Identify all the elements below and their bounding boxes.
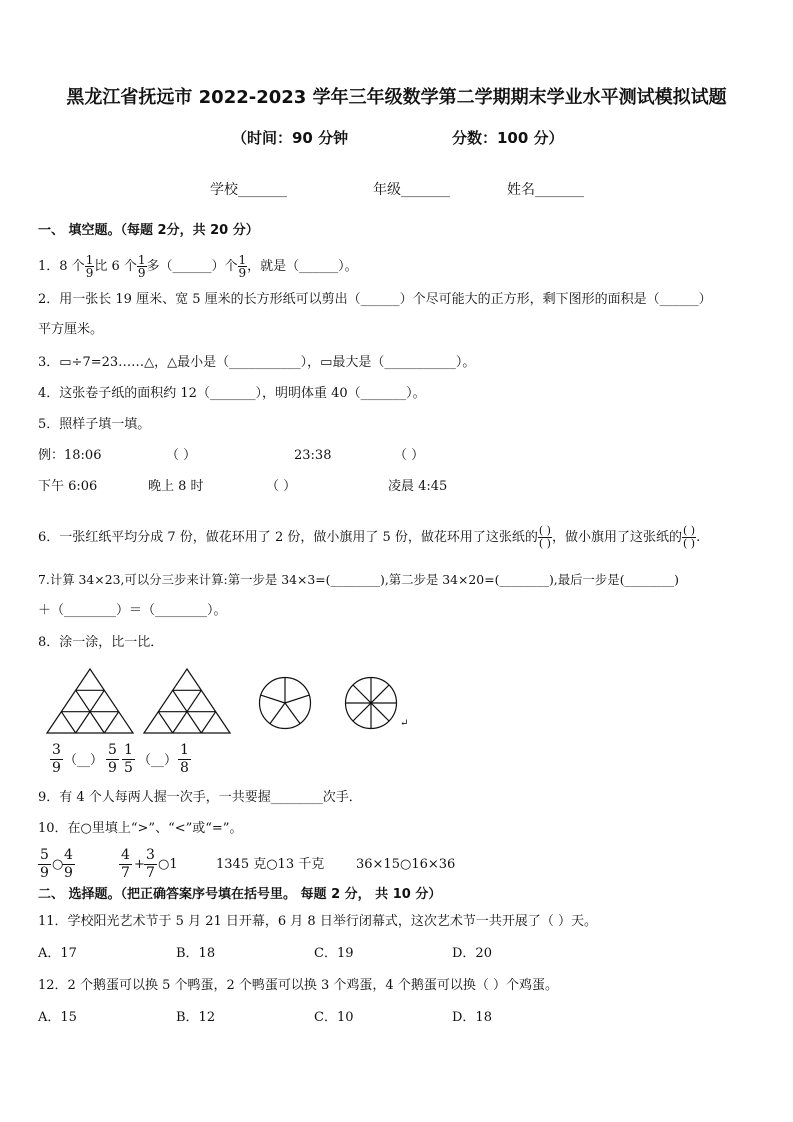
- page-title: 黑龙江省抚远市 2022-2023 学年三年级数学第二学期期末学业水平测试模拟试题: [66, 87, 727, 108]
- triangle-grid-figure-1[interactable]: [46, 668, 134, 734]
- question-4: 4．这张卷子纸的面积约 12（_______），明明体重 40（_______）。: [38, 386, 426, 401]
- q10-fraction-c: 4 7: [121, 847, 130, 881]
- q5-blank-3[interactable]: （ ）: [266, 479, 297, 494]
- q8-fraction-3: 1 5: [124, 742, 133, 776]
- q8-fraction-2: 5 9: [108, 742, 117, 776]
- q11-option-b[interactable]: B．18: [176, 946, 216, 961]
- question-9: 9．有 4 个人每两人握一次手，一共要握________次手．: [38, 790, 362, 805]
- q8-compare-blank-2[interactable]: （__）: [138, 753, 178, 768]
- triangle-grid-figure-2[interactable]: [143, 668, 231, 734]
- question-8: 8．涂一涂，比一比．: [38, 635, 164, 650]
- q5-row2-item3: 凌晨 4:45: [388, 479, 448, 494]
- q8-fraction-4: 1 8: [180, 742, 189, 776]
- q10-item-3[interactable]: 1345 克○13 千克: [216, 857, 325, 872]
- q5-row2-item2: 晚上 8 时: [148, 479, 204, 494]
- section2-heading: 二、 选择题。（把正确答案序号填在括号里。 每题 2 分， 共 10 分）: [38, 887, 442, 902]
- q10-plus: +: [134, 857, 145, 872]
- question-2-cont: 平方厘米。: [38, 322, 104, 337]
- q5-blank-1[interactable]: （ ）: [166, 448, 197, 463]
- q8-fraction-1: 3 9: [52, 742, 61, 776]
- q5-row2-item1: 下午 6:06: [38, 479, 98, 494]
- q10-fraction-d: 3 7: [146, 847, 155, 881]
- question-3: 3．▭÷7=23……△，△最小是（___________），▭最大是（___________）。: [38, 355, 476, 370]
- question-10: 10．在○里填上“>”、“<”或“=”。: [38, 821, 243, 836]
- q5-item-2: 23:38: [294, 448, 332, 463]
- q5-blank-2[interactable]: （ ）: [394, 448, 425, 463]
- q12-option-d[interactable]: D．18: [452, 1010, 492, 1025]
- circle-five-parts-figure[interactable]: [258, 676, 312, 730]
- q11-option-d[interactable]: D．20: [452, 946, 492, 961]
- q10-fraction-a: 5 9: [40, 847, 49, 881]
- question-12: 12．2 个鹅蛋可以换 5 个鸭蛋，2 个鸭蛋可以换 3 个鸡蛋，4 个鹅蛋可以换（ ）个鸡蛋。: [38, 978, 558, 993]
- q10-circle-1[interactable]: ○: [52, 857, 64, 872]
- return-mark: ↵: [400, 718, 409, 729]
- q5-example: 例：18:06: [38, 448, 102, 463]
- exam-score: 分数：100 分）: [452, 129, 564, 147]
- school-field[interactable]: 学校_______: [210, 182, 287, 198]
- name-field[interactable]: 姓名_______: [507, 182, 584, 198]
- q12-option-b[interactable]: B．12: [176, 1010, 216, 1025]
- question-6: 6．一张红纸平均分成 7 份，做花环用了 2 份，做小旗用了 5 份，做花环用了这张纸的 $\frac{( )}{( )}$ ，做小旗用了这张纸的 $\frac{( )}{( )}$ .: [38, 524, 701, 550]
- grade-field[interactable]: 年级_______: [373, 182, 450, 198]
- question-11: 11．学校阳光艺术节于 5 月 21 日开幕，6 月 8 日举行闭幕式，这次艺术节一共开展了（ ）天。: [38, 914, 597, 929]
- question-5: 5．照样子填一填。: [38, 417, 151, 432]
- q12-option-c[interactable]: C．10: [314, 1010, 354, 1025]
- question-1: 1．8 个 $\frac{1}{9}$ 比 6 个 $\frac{1}{9}$ 多（______）个 $\frac{1}{9}$ ，就是（______）。: [38, 253, 358, 280]
- q10-item-4[interactable]: 36×15○16×36: [356, 857, 456, 872]
- question-2: 2．用一张长 19 厘米、宽 5 厘米的长方形纸可以剪出（______）个尽可能大的正方形，剩下图形的面积是（______）: [38, 292, 712, 307]
- q8-compare-blank-1[interactable]: （__）: [64, 753, 104, 768]
- q10-fraction-b: 4 9: [64, 847, 73, 881]
- q12-option-a[interactable]: A．15: [38, 1010, 77, 1025]
- section1-heading: 一、 填空题。（每题 2分，共 20 分）: [38, 223, 259, 238]
- q11-option-a[interactable]: A．17: [38, 946, 77, 961]
- q11-option-c[interactable]: C．19: [314, 946, 354, 961]
- q10-circle-2[interactable]: ○1: [158, 857, 178, 872]
- question-7-cont: ＋（________）＝（________）。: [38, 603, 227, 618]
- question-7: 7.计算 34×23,可以分三步来计算:第一步是 34×3=(________),第二步是 34×20=(________),最后一步是(________): [38, 572, 679, 587]
- exam-time: （时间：90 分钟: [232, 129, 349, 147]
- circle-eight-parts-figure[interactable]: [344, 676, 398, 730]
